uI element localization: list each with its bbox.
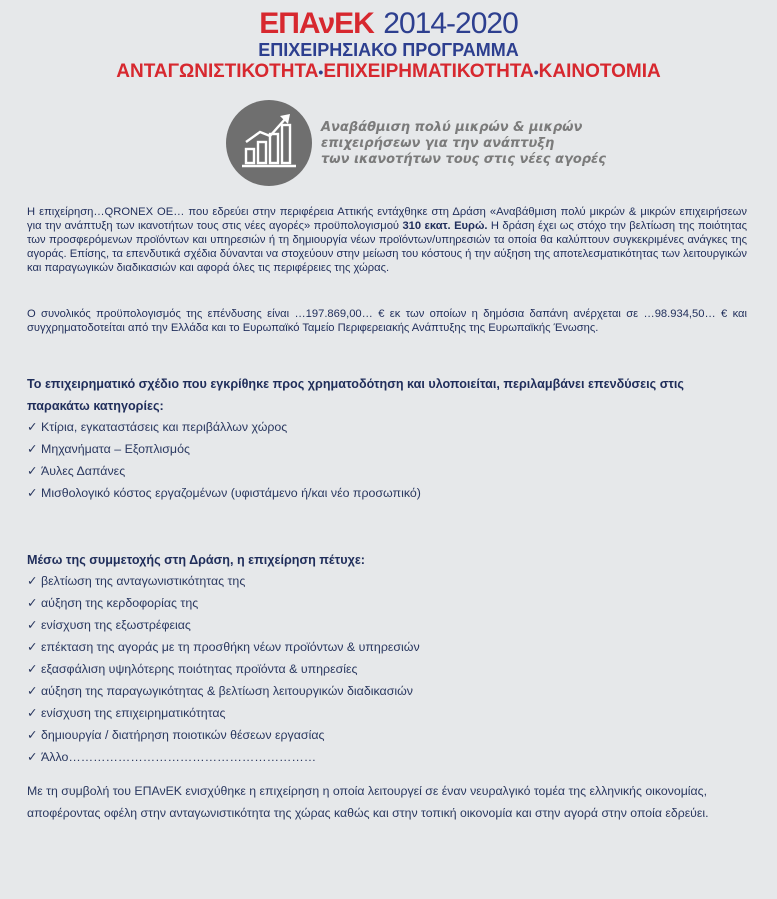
list-item: ✓ αύξηση της παραγωγικότητας & βελτίωση λειτουργικών διαδικασιών [27,680,747,702]
list-item: ✓ δημιουργία / διατήρηση ποιοτικών θέσεων εργασίας [27,724,747,746]
growth-chart-icon [226,100,312,186]
list-item: ✓ Άλλο…………………………………………………… [27,746,747,768]
action-title [321,120,606,168]
pillar-competitiveness: ΑΝΤΑΓΩΝΙΣΤΙΚΟΤΗΤΑ [116,61,319,82]
list-item: ✓ αύξηση της κερδοφορίας της [27,592,747,614]
results-list [27,570,747,768]
closing-paragraph: Με τη συμβολή του ΕΠΑνΕΚ ενισχύθηκε η επιχείρηση η οποία λειτουργεί σε έναν νευραλγικό τομέα της ελληνικής οικονομίας, αποφέροντας οφέλη στην ανταγωνιστικότητα της χώρας καθώς και στην τοπική οικονομία και στην αγορά στην οποία εδρεύει. [27,784,709,820]
investments-heading: Το επιχειρηματικό σχέδιο που εγκρίθηκε προς χρηματοδότηση και υλοποιείται, περιλαμβάνει επενδύσεις στις παρακάτω κατηγορίες: [27,377,684,413]
action-budget: 310 εκατ. Ευρώ. [402,220,488,232]
check-icon: ✓ [27,420,38,434]
brand-logo-line [0,8,777,40]
action-title-line: επιχειρήσεων για την ανάπτυξη [321,136,555,151]
check-icon: ✓ [27,442,38,456]
list-item: ✓ επέκταση της αγοράς με τη προσθήκη νέων προϊόντων & υπηρεσιών [27,636,747,658]
list-item: ✓ ενίσχυση της εξωστρέφειας [27,614,747,636]
check-icon: ✓ [27,596,38,610]
list-item: ✓ Μισθολογικό κόστος εργαζομένων (υφιστάμενο ή/και νέο προσωπικό) [27,482,747,504]
check-icon: ✓ [27,574,38,588]
action-banner [226,100,626,190]
intro-text: Η επιχείρηση…QRONEX OE… που εδρεύει στην περιφέρεια Αττικής εντάχθηκε στη Δράση «Αναβάθμιση πολύ μικρών & μικρών επιχειρήσεων για την ανάπτυξη των ικανοτήτων τους στις νέες αγορές» προϋπολογισμού [27,206,747,232]
list-item: ✓ ενίσχυση της επιχειρηματικότητας [27,702,747,724]
investments-list [27,416,747,504]
program-pillars [0,60,777,84]
check-icon: ✓ [27,662,38,676]
action-title-line: Αναβάθμιση πολύ μικρών & μικρών [321,120,583,135]
check-icon: ✓ [27,618,38,632]
pillar-entrepreneurship: ΕΠΙΧΕΙΡΗΜΑΤΙΚΟΤΗΤΑ [323,61,534,82]
action-title-line: των ικανοτήτων τους στις νέες αγορές [321,152,607,167]
pillar-innovation: ΚΑΙΝΟΤΟΜΙΑ [538,61,661,82]
check-icon: ✓ [27,706,38,720]
brand-years: 2014-2020 [383,7,518,40]
program-title: ΕΠΙΧΕΙΡΗΣΙΑΚΟ ΠΡΟΓΡΑΜΜΑ [258,40,519,60]
intro-text: Η δράση έχει ως στόχο την βελτίωση της ποιότητας των προσφερόμενων προϊόντων και υπηρεσιών ή τη δημιουργία νέων προϊόντων/υπηρεσιών τα οποία θα καλύπτουν συγκεκριμένες ανάγκες της αγοράς. Επίσης, τα επενδυτικά σχέδια δύνανται να στοχεύουν στην μείωση του κόστους ή την αύξηση της αποτελεσματικότητας των λειτουργικών και παραγωγικών διαδικασιών και αφορά όλες τις περιφέρειες της χώρας. [27,220,747,274]
check-icon: ✓ [27,684,38,698]
list-item: ✓ εξασφάλιση υψηλότερης ποιότητας προϊόντα & υπηρεσίες [27,658,747,680]
check-icon: ✓ [27,750,38,764]
results-heading: Μέσω της συμμετοχής στη Δράση, η επιχείρηση πέτυχε: [27,553,365,567]
check-icon: ✓ [27,464,38,478]
check-icon: ✓ [27,640,38,654]
bullet-dot: • [318,64,324,80]
list-item: ✓ Κτίρια, εγκαταστάσεις και περιβάλλων χώρος [27,416,747,438]
list-item: ✓ βελτίωση της ανταγωνιστικότητας της [27,570,747,592]
budget-paragraph: Ο συνολικός προϋπολογισμός της επένδυσης είναι …197.869,00… € εκ των οποίων η δημόσια δαπάνη ανέρχεται σε …98.934,50… € και συγχρηματοδοτείται από την Ελλάδα και το Ευρωπαϊκό Ταμείο Περιφερειακής Ανάπτυξης της Ευρωπαϊκής Ένωσης. [27,308,747,334]
list-item: ✓ Μηχανήματα – Εξοπλισμός [27,438,747,460]
intro-paragraph [27,205,747,275]
bullet-dot: • [533,64,539,80]
program-header [0,8,777,84]
list-item: ✓ Άυλες Δαπάνες [27,460,747,482]
check-icon: ✓ [27,486,38,500]
brand-name: ΕΠΑνΕΚ [259,7,374,40]
check-icon: ✓ [27,728,38,742]
